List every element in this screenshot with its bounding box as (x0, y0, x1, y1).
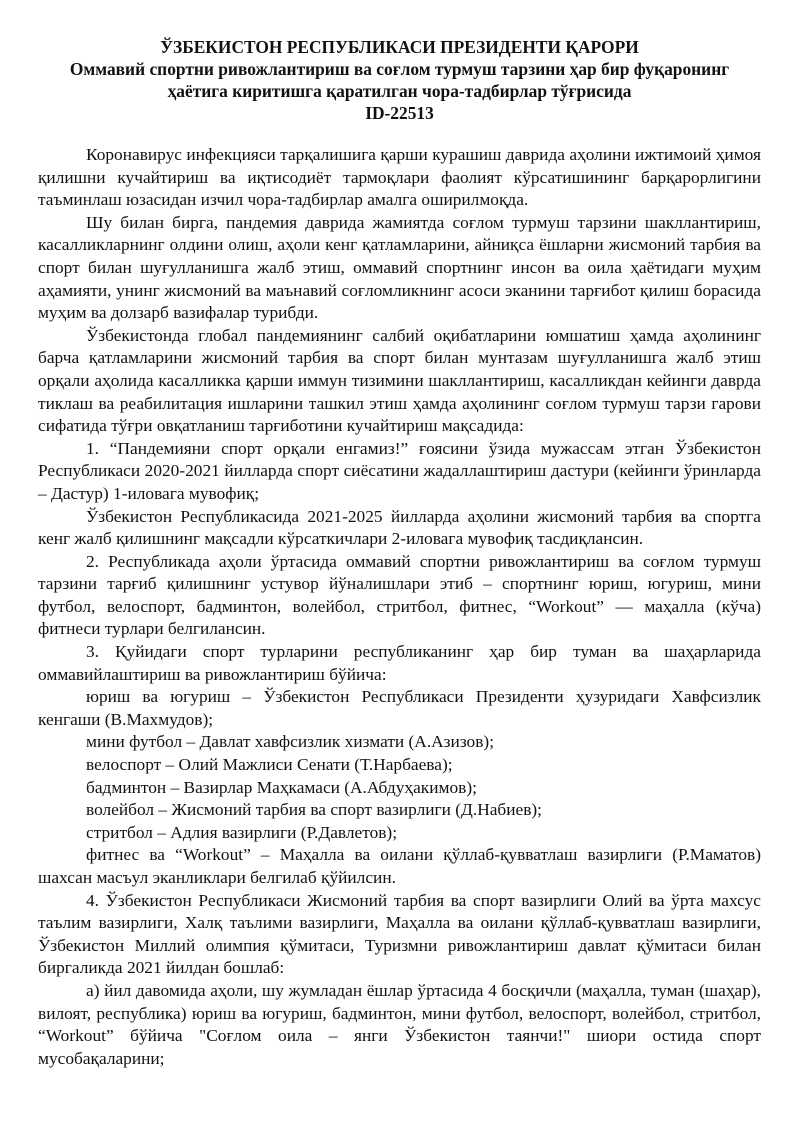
document-id: ID-22513 (365, 103, 434, 123)
title-spacer (38, 124, 761, 144)
list-item-badminton: бадминтон – Вазирлар Маҳкамаси (А.Абдуҳакимов); (86, 777, 477, 797)
paragraph-intro: Коронавирус инфекцияси тарқалишига қарши курашиш даврида аҳолини ижтимоий ҳимоя қилишни кучайтириш ва иқтисодиёт тармоқлари фаолият кўрсатишининг барқарорлигини таъминлаш юзасидан изчил чора-тадбирлар амалга оширилмоқда. (38, 145, 761, 210)
paragraph-item-4: 4. Ўзбекистон Республикаси Жисмоний тарбия ва спорт вазирлиги Олий ва ўрта махсус таълим вазирлиги, Халқ таълими вазирлиги, Маҳалла ва оилани қўллаб-қувватлаш вазирлиги, Ўзбекистон Миллий олимпия қўмитаси, Туризмни ривожлантириш давлат қўмитаси билан биргаликда 2021 йилдан бошлаб: (38, 890, 761, 978)
paragraph-purpose: Ўзбекистонда глобал пандемиянинг салбий оқибатларини юмшатиш ҳамда аҳолининг барча қатламларини жисмоний тарбия ва спорт билан мунтазам шуғулланишга жалб этиш орқали аҳолида касалликка қарши иммун тизимини шакллантириш, касалликдан кейинги даврда тиклаш ва реабилитация ишларини ташкил этиш ҳамда аҳолининг соғлом турмуш тарзи гарови сифатида тўғри овқатланиш тарғиботини кучайтириш мақсадида: (38, 325, 761, 436)
document-title: ЎЗБЕКИСТОН РЕСПУБЛИКАСИ ПРЕЗИДЕНТИ ҚАРОРИ (160, 37, 639, 57)
list-item-streetball: стритбол – Адлия вазирлиги (Р.Давлетов); (86, 822, 398, 842)
paragraph-item-2: 2. Республикада аҳоли ўртасида оммавий спортни ривожлантириш ва соғлом турмуш тарзини тарғиб қилишнинг устувор йўналишлари этиб – спортнинг юриш, югуриш, мини футбол, велоспорт, бадминтон, волейбол, стритбол, фитнес, “Workout” — маҳалла (кўча) фитнеси турлари белгилансин. (38, 551, 761, 639)
paragraph-pandemic-tasks: Шу билан бирга, пандемия даврида жамиятда соғлом турмуш тарзини шакллантириш, касалликларнинг олдини олиш, аҳоли кенг қатламларини, айниқса ёшларни жисмоний тарбия ва спорт билан шуғулланишга жалб этиш, оммавий спортнинг инсон ва оила ҳаётидаги муҳим аҳамияти, унинг жисмоний ва маънавий соғломликнинг асоси эканини тарғибот қилиш борасида муҳим ва долзарб вазифалар турибди. (38, 212, 761, 323)
list-item-walking-running: юриш ва югуриш – Ўзбекистон Республикаси Президенти ҳузуридаги Хавфсизлик кенгаши (В.Махмудов); (38, 687, 761, 729)
paragraph-item-3: 3. Қуйидаги спорт турларини республиканинг ҳар бир туман ва шаҳарларида оммавийлаштириш ва ривожлантириш бўйича: (38, 642, 761, 684)
list-item-fitness-workout: фитнес ва “Workout” – Маҳалла ва оилани қўллаб-қувватлаш вазирлиги (Р.Маматов) шахсан масъул эканликлари белгилаб қўйилсин. (38, 845, 761, 887)
list-item-volleyball: волейбол – Жисмоний тарбия ва спорт вазирлиги (Д.Набиев); (86, 800, 543, 820)
paragraph-item-4a: а) йил давомида аҳоли, шу жумладан ёшлар ўртасида 4 босқичли (маҳалла, туман (шаҳар), вилоят, республика) юриш ва югуриш, бадминтон, мини футбол, велоспорт, волейбол, стритбол, “Workout” бўйича "Соғлом оила – янги Ўзбекистон таянчи!" шиори остида спорт мусобақаларини; (38, 980, 761, 1068)
list-item-mini-football: мини футбол – Давлат хавфсизлик хизмати (А.Азизов); (86, 732, 495, 752)
paragraph-item-1: 1. “Пандемияни спорт орқали енгамиз!” ғоясини ўзида мужассам этган Ўзбекистон Республикаси 2020-2021 йилларда спорт сиёсатини жадаллаштириш дастури (кейинги ўринларда – Дастур) 1-иловага мувофиқ; (38, 438, 761, 503)
document-subtitle-line-1: Оммавий спортни ривожлантириш ва соғлом турмуш тарзини ҳар бир фуқаронинг (69, 59, 730, 79)
paragraph-item-1-targets: Ўзбекистон Республикасида 2021-2025 йилларда аҳолини жисмоний тарбия ва спортга кенг жалб қилишнинг мақсадли кўрсаткичлари 2-иловага мувофиқ тасдиқлансин. (38, 506, 761, 549)
list-item-cycling: велоспорт – Олий Мажлиси Сенати (Т.Нарбаева); (86, 755, 453, 775)
document-page (38, 36, 761, 1070)
document-body (38, 144, 761, 1070)
document-subtitle-line-2: ҳаётига киритишга қаратилган чора-тадбирлар тўғрисида (167, 81, 632, 101)
